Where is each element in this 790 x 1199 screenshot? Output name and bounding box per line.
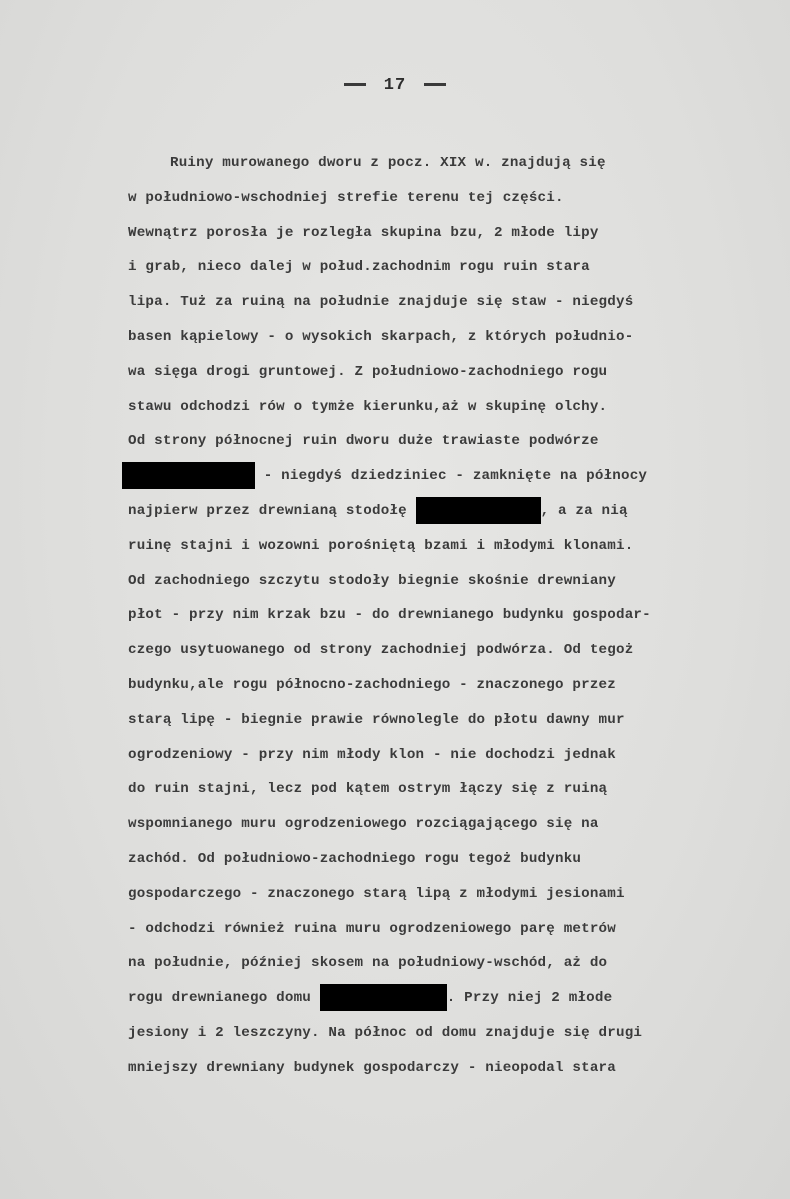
redaction-box (320, 984, 447, 1011)
body-paragraph (128, 146, 788, 1086)
text-line: mniejszy drewniany budynek gospodarczy - nieopodal stara (128, 1059, 616, 1076)
text-segment: rogu drewnianego domu (128, 990, 320, 1007)
dash-left (344, 83, 366, 86)
page-number-value: 17 (383, 76, 407, 95)
text-line: lipa. Tuż za ruiną na południe znajduje się staw - niegdyś (128, 294, 634, 311)
text-line (128, 494, 788, 529)
text-segment: najpierw przez drewnianą stodołę (128, 502, 416, 519)
text-line: jesiony i 2 leszczyny. Na północ od domu znajduje się drugi (128, 1024, 643, 1041)
text-line: basen kąpielowy - o wysokich skarpach, z których południo- (128, 328, 634, 345)
text-segment: - niegdyś dziedziniec - zamknięte na północy (255, 468, 648, 485)
text-line: na południe, później skosem na południowy-wschód, aż do (128, 955, 608, 972)
text-segment: . Przy niej 2 młode (446, 990, 613, 1007)
text-line (128, 459, 788, 494)
text-line (128, 981, 788, 1016)
text-line: Ruiny murowanego dworu z pocz. XIX w. znajdują się (170, 155, 606, 171)
text-segment: , a za nią (540, 502, 628, 519)
text-line: stawu odchodzi rów o tymże kierunku,aż w skupinę olchy. (128, 398, 608, 415)
dash-right (424, 83, 446, 86)
text-line: Wewnątrz porosła je rozległa skupina bzu, 2 młode lipy (128, 224, 599, 241)
text-line: płot - przy nim krzak bzu - do drewnianego budynku gospodar- (128, 607, 651, 624)
text-line: do ruin stajni, lecz pod kątem ostrym łączy się z ruiną (128, 781, 608, 798)
text-line: ruinę stajni i wozowni porośniętą bzami i młodymi klonami. (128, 537, 634, 554)
text-line: ogrodzeniowy - przy nim młody klon - nie dochodzi jednak (128, 746, 616, 763)
text-line: gospodarczego - znaczonego starą lipą z młodymi jesionami (128, 885, 625, 902)
text-line: budynku,ale rogu północno-zachodniego - znaczonego przez (128, 676, 616, 693)
text-line: Od strony północnej ruin dworu duże trawiaste podwórze (128, 433, 599, 450)
text-line: Od zachodniego szczytu stodoły biegnie skośnie drewniany (128, 572, 616, 589)
text-line: wspomnianego muru ogrodzeniowego rozciągającego się na (128, 816, 599, 833)
text-line: i grab, nieco dalej w połud.zachodnim rogu ruin stara (128, 259, 590, 276)
page-number (0, 76, 790, 95)
text-line: wa sięga drogi gruntowej. Z południowo-zachodniego rogu (128, 363, 608, 380)
text-line: czego usytuowanego od strony zachodniej podwórza. Od tegoż (128, 642, 634, 659)
redaction-box (416, 497, 541, 524)
text-line: zachód. Od południowo-zachodniego rogu tegoż budynku (128, 850, 582, 867)
text-line: - odchodzi również ruina muru ogrodzeniowego parę metrów (128, 920, 616, 937)
text-line: w południowo-wschodniej strefie terenu tej części. (128, 189, 564, 206)
text-line: starą lipę - biegnie prawie równolegle do płotu dawny mur (128, 711, 625, 728)
redaction-box (122, 462, 255, 489)
